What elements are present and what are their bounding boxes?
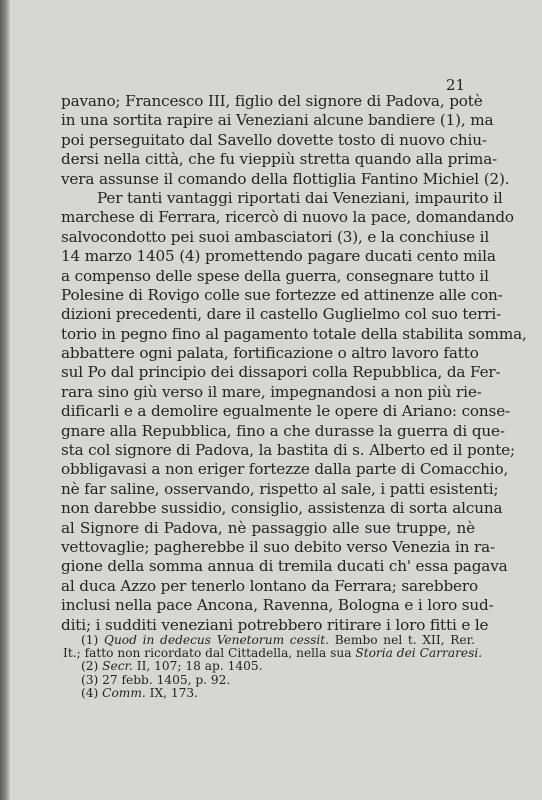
footnotes [63,633,483,700]
text-line: 14 marzo 1405 (4) promettendo pagare ducati cento mila [61,247,496,266]
book-page [10,0,542,800]
text-line: inclusi nella pace Ancona, Ravenna, Bologna e i loro sud- [61,596,494,615]
text-line: marchese di Ferrara, ricercò di nuovo la pace, domandando [61,208,514,227]
footnote-work-title: Storia dei Carraresi. [355,646,483,661]
text-line: non darebbe sussidio, consiglio, assistenza di sorta alcuna [61,499,503,518]
footnote-text: Bembo nel t. XII, Rer. [334,633,475,647]
text-line: nè far saline, osservando, rispetto al sale, i patti esistenti; [61,479,499,498]
text-line: sta col signore di Padova, la bastita di s. Alberto ed il ponte; [61,441,515,460]
text-line: gnare alla Repubblica, fino a che durasse la guerra di que- [61,421,505,440]
text-line: in una sortita rapire ai Veneziani alcune bandiere (1), ma [61,111,494,130]
text-line: vera assunse il comando della flottiglia Fantino Michiel (2). [61,169,510,188]
text-line: torio in pegno fino al pagamento totale della stabilita somma, [61,324,527,343]
body-text [61,92,527,635]
book-spine-shadow [0,0,10,800]
text-line: diti; i sudditi veneziani potrebbero ritirare i loro fitti e le [61,615,489,634]
text-line: Per tanti vantaggi riportati dai Veneziani, impaurito il [97,188,503,207]
text-line: salvocondotto pei suoi ambasciatori (3), e la conchiuse il [61,227,490,246]
footnote-4 [63,687,475,700]
text-line: poi perseguitato dal Savello dovette tosto di nuovo chiu- [61,130,487,149]
text-line: al duca Azzo per tenerlo lontano da Ferrara; sarebbero [61,576,478,595]
footnote-quote: Quod in dedecus Venetorum cessit. [103,633,330,647]
text-line: dersi nella città, che fu vieppiù stretta quando alla prima- [61,150,498,169]
text-line: obbligavasi a non eriger fortezze dalla parte di Comacchio, [61,460,509,479]
footnote-source: Comm. [102,685,146,700]
footnote-marker: (1) [81,633,99,647]
text-line: dificarli e a demolire egualmente le opere di Ariano: conse- [61,402,511,421]
footnote-marker: (4) [81,685,99,700]
footnote-2 [63,660,475,673]
text-line: a compenso delle spese della guerra, consegnare tutto il [61,266,489,285]
footnote-text: It.; fatto non ricordato dal Cittadella, nella sua [63,646,352,661]
text-line: vettovaglie; pagherebbe il suo debito verso Venezia in ra- [61,537,496,556]
text-line: gione della somma annua di tremila ducati ch' essa pagava [61,557,508,576]
footnote-source: Secr. [102,659,133,674]
footnote-3: (3) 27 febb. 1405, p. 92. [81,672,231,687]
text-line: dizioni precedenti, dare il castello Guglielmo col suo terri- [61,305,502,324]
page-number: 21 [446,76,466,94]
text-line: pavano; Francesco III, figlio del signore di Padova, potè [61,92,483,110]
footnote-marker: (2) [81,659,99,674]
text-line: al Signore di Padova, nè passaggio alle sue truppe, nè [61,518,475,537]
footnote-text: IX, 173. [149,685,199,700]
text-line: rara sino giù verso il mare, impegnandosi a non più rie- [61,382,482,401]
text-line: Polesine di Rovigo colle sue fortezze ed attinenze alle con- [61,285,503,304]
footnote-text: II, 107; 18 ap. 1405. [136,659,263,674]
text-line: sul Po dal principio dei dissapori colla Repubblica, da Fer- [61,363,501,382]
text-line: abbattere ogni palata, fortificazione o altro lavoro fatto [61,344,479,363]
